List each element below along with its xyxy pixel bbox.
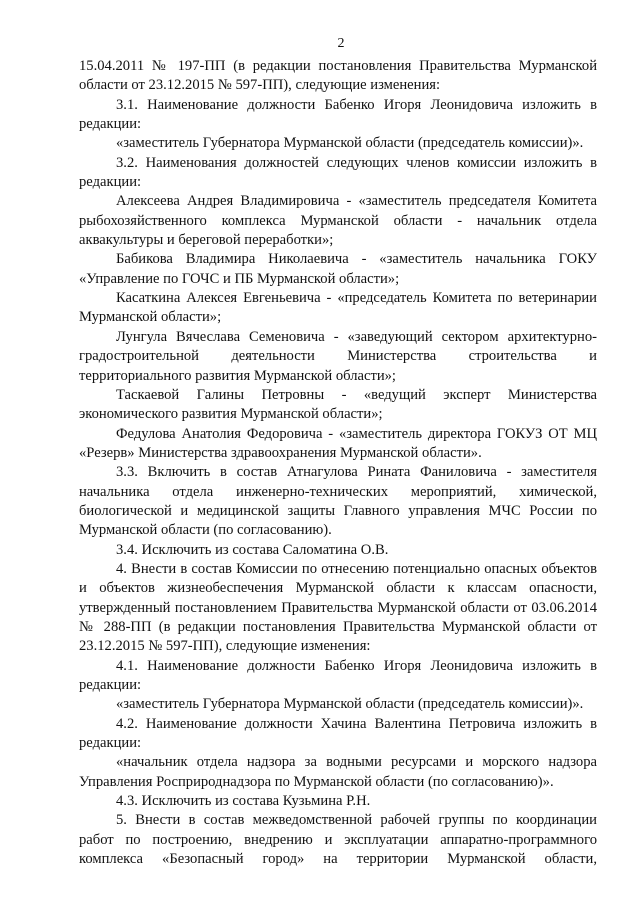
paragraph: Алексеева Андрея Владимировича - «заместитель председателя Комитета рыбохозяйственного комплекса Мурманской области - начальник отдела аквакультуры и береговой переработки»; [79,193,597,249]
paragraph: Федулова Анатолия Федоровича - «заместитель директора ГОКУЗ ОТ МЦ «Резерв» Министерства здравоохранения Мурманской области». [79,425,597,461]
paragraph: Касаткина Алексея Евгеньевича - «председатель Комитета по ветеринарии Мурманской области»; [79,290,597,326]
paragraph: 3.4. Исключить из состава Саломатина О.В. [116,541,389,558]
document-body [79,57,597,869]
paragraph: 3.1. Наименование должности Бабенко Игоря Леонидовича изложить в редакции: [79,96,597,133]
paragraph: 3.2. Наименования должностей следующих членов комиссии изложить в редакции: [79,154,597,191]
paragraph: 15.04.2011 № 197-ПП (в редакции постановления Правительства Мурманской области от 23.12.2015 № 597-ПП), следующие изменения: [79,58,597,94]
paragraph: Бабикова Владимира Николаевича - «заместитель начальника ГОКУ «Управление по ГОЧС и ПБ Мурманской области»; [79,251,597,287]
paragraph: «начальник отдела надзора за водными ресурсами и морского надзора Управления Росприроднадзора по Мурманской области (по согласованию)». [79,754,597,790]
paragraph: «заместитель Губернатора Мурманской области (председатель комиссии)». [116,696,584,713]
page-number: 2 [337,36,345,51]
paragraph: 4. Внести в состав Комиссии по отнесению потенциально опасных объектов и объектов жизнеобеспечения Мурманской области к классам опасности, утвержденный постановлением Правительства Мурманской области от 03.06.2014 № 288-ПП (в редакции постановления Правительства Мурманской области от 23.12.2015 № 597-ПП), следующие изменения: [79,560,597,655]
paragraph: «заместитель Губернатора Мурманской области (председатель комиссии)». [116,135,584,152]
paragraph: 5. Внести в состав межведомственной рабочей группы по координации работ по построению, внедрению и эксплуатации аппаратно-программного комплекса «Безопасный город» на территории Мурманской области, [79,812,597,868]
paragraph: 4.3. Исключить из состава Кузьмина Р.Н. [116,793,371,810]
paragraph: Таскаевой Галины Петровны - «ведущий эксперт Министерства экономического развития Мурманской области»; [79,386,597,423]
paragraph: 4.1. Наименование должности Бабенко Игоря Леонидовича изложить в редакции: [79,657,597,693]
paragraph: Лунгула Вячеслава Семеновича - «заведующий сектором архитектурно-градостроительной деятельности Министерства строительства и территориального развития Мурманской области»; [79,328,597,384]
paragraph: 3.3. Включить в состав Атнагулова Рината Фаниловича - заместителя начальника отдела инженерно-технических мероприятий, химической, биологической и медицинской защиты Главного управления МЧС России по Мурманской области (по согласованию). [79,464,597,539]
document-page [79,0,597,869]
paragraph: 4.2. Наименование должности Хачина Валентина Петровича изложить в редакции: [79,715,597,752]
